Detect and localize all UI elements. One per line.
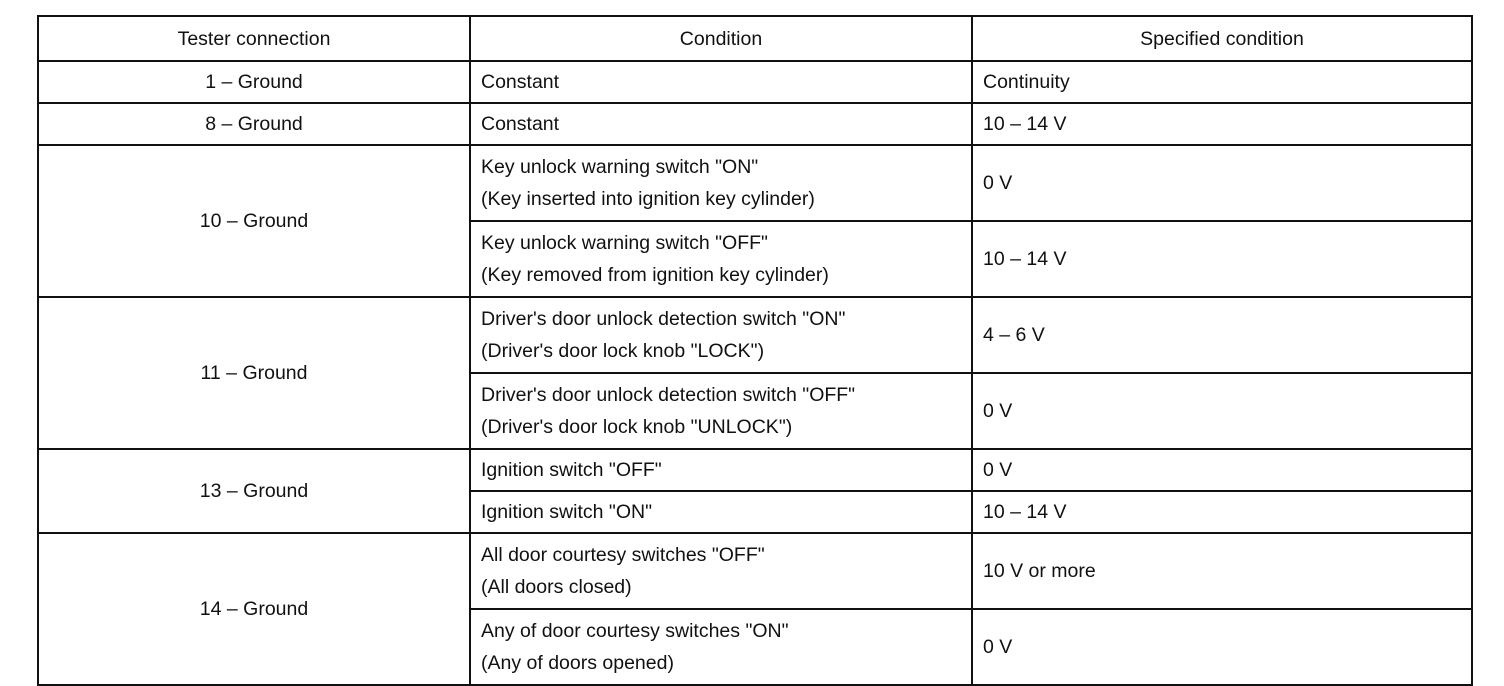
- header-specified-condition: Specified condition: [972, 16, 1472, 61]
- table-row: [38, 145, 1472, 221]
- specified-condition-cell: 0 V: [972, 373, 1472, 449]
- condition-cell: [470, 491, 972, 533]
- condition-note-line: (Key removed from ignition key cylinder): [481, 264, 829, 286]
- condition-cell: [470, 221, 972, 297]
- tester-connection-cell: 8 – Ground: [38, 103, 470, 145]
- table-row: [38, 449, 1472, 491]
- tester-connection-cell: 10 – Ground: [38, 145, 470, 297]
- condition-note-line: (Any of doors opened): [481, 652, 674, 674]
- header-condition: Condition: [470, 16, 972, 61]
- condition-note-line: (Driver's door lock knob "UNLOCK"): [481, 416, 793, 438]
- condition-cell: [470, 373, 972, 449]
- specified-condition-cell: 4 – 6 V: [972, 297, 1472, 373]
- condition-line: Any of door courtesy switches "ON": [481, 620, 789, 642]
- condition-line: Driver's door unlock detection switch "ON": [481, 308, 846, 330]
- table-row: [38, 103, 1472, 145]
- tester-connection-cell: 14 – Ground: [38, 533, 470, 685]
- tester-specification-table: [37, 15, 1473, 686]
- specified-condition-cell: Continuity: [972, 61, 1472, 103]
- condition-line: Key unlock warning switch "OFF": [481, 232, 768, 254]
- specified-condition-cell: 0 V: [972, 145, 1472, 221]
- specified-condition-cell: 10 – 14 V: [972, 491, 1472, 533]
- condition-line: Key unlock warning switch "ON": [481, 156, 759, 178]
- condition-note-line: (Driver's door lock knob "LOCK"): [481, 340, 765, 362]
- condition-note-line: (All doors closed): [481, 576, 632, 598]
- specified-condition-cell: 10 – 14 V: [972, 103, 1472, 145]
- condition-line: Ignition switch "OFF": [481, 459, 662, 481]
- condition-line: Driver's door unlock detection switch "OFF": [481, 384, 856, 406]
- condition-cell: [470, 609, 972, 685]
- header-tester-connection: Tester connection: [38, 16, 470, 61]
- condition-cell: [470, 449, 972, 491]
- tester-connection-cell: 1 – Ground: [38, 61, 470, 103]
- condition-line: Constant: [481, 71, 560, 93]
- condition-cell: [470, 61, 972, 103]
- condition-cell: [470, 145, 972, 221]
- table-row: [38, 61, 1472, 103]
- table-row: [38, 297, 1472, 373]
- table-header-row: [38, 16, 1472, 61]
- condition-cell: [470, 297, 972, 373]
- condition-line: All door courtesy switches "OFF": [481, 544, 765, 566]
- condition-line: Ignition switch "ON": [481, 501, 652, 523]
- tester-connection-cell: 13 – Ground: [38, 449, 470, 533]
- specified-condition-cell: 10 V or more: [972, 533, 1472, 609]
- condition-line: Constant: [481, 113, 560, 135]
- condition-cell: [470, 533, 972, 609]
- specified-condition-cell: 0 V: [972, 609, 1472, 685]
- specified-condition-cell: 0 V: [972, 449, 1472, 491]
- table-row: [38, 533, 1472, 609]
- condition-cell: [470, 103, 972, 145]
- specified-condition-cell: 10 – 14 V: [972, 221, 1472, 297]
- tester-connection-cell: 11 – Ground: [38, 297, 470, 449]
- condition-note-line: (Key inserted into ignition key cylinder): [481, 188, 815, 210]
